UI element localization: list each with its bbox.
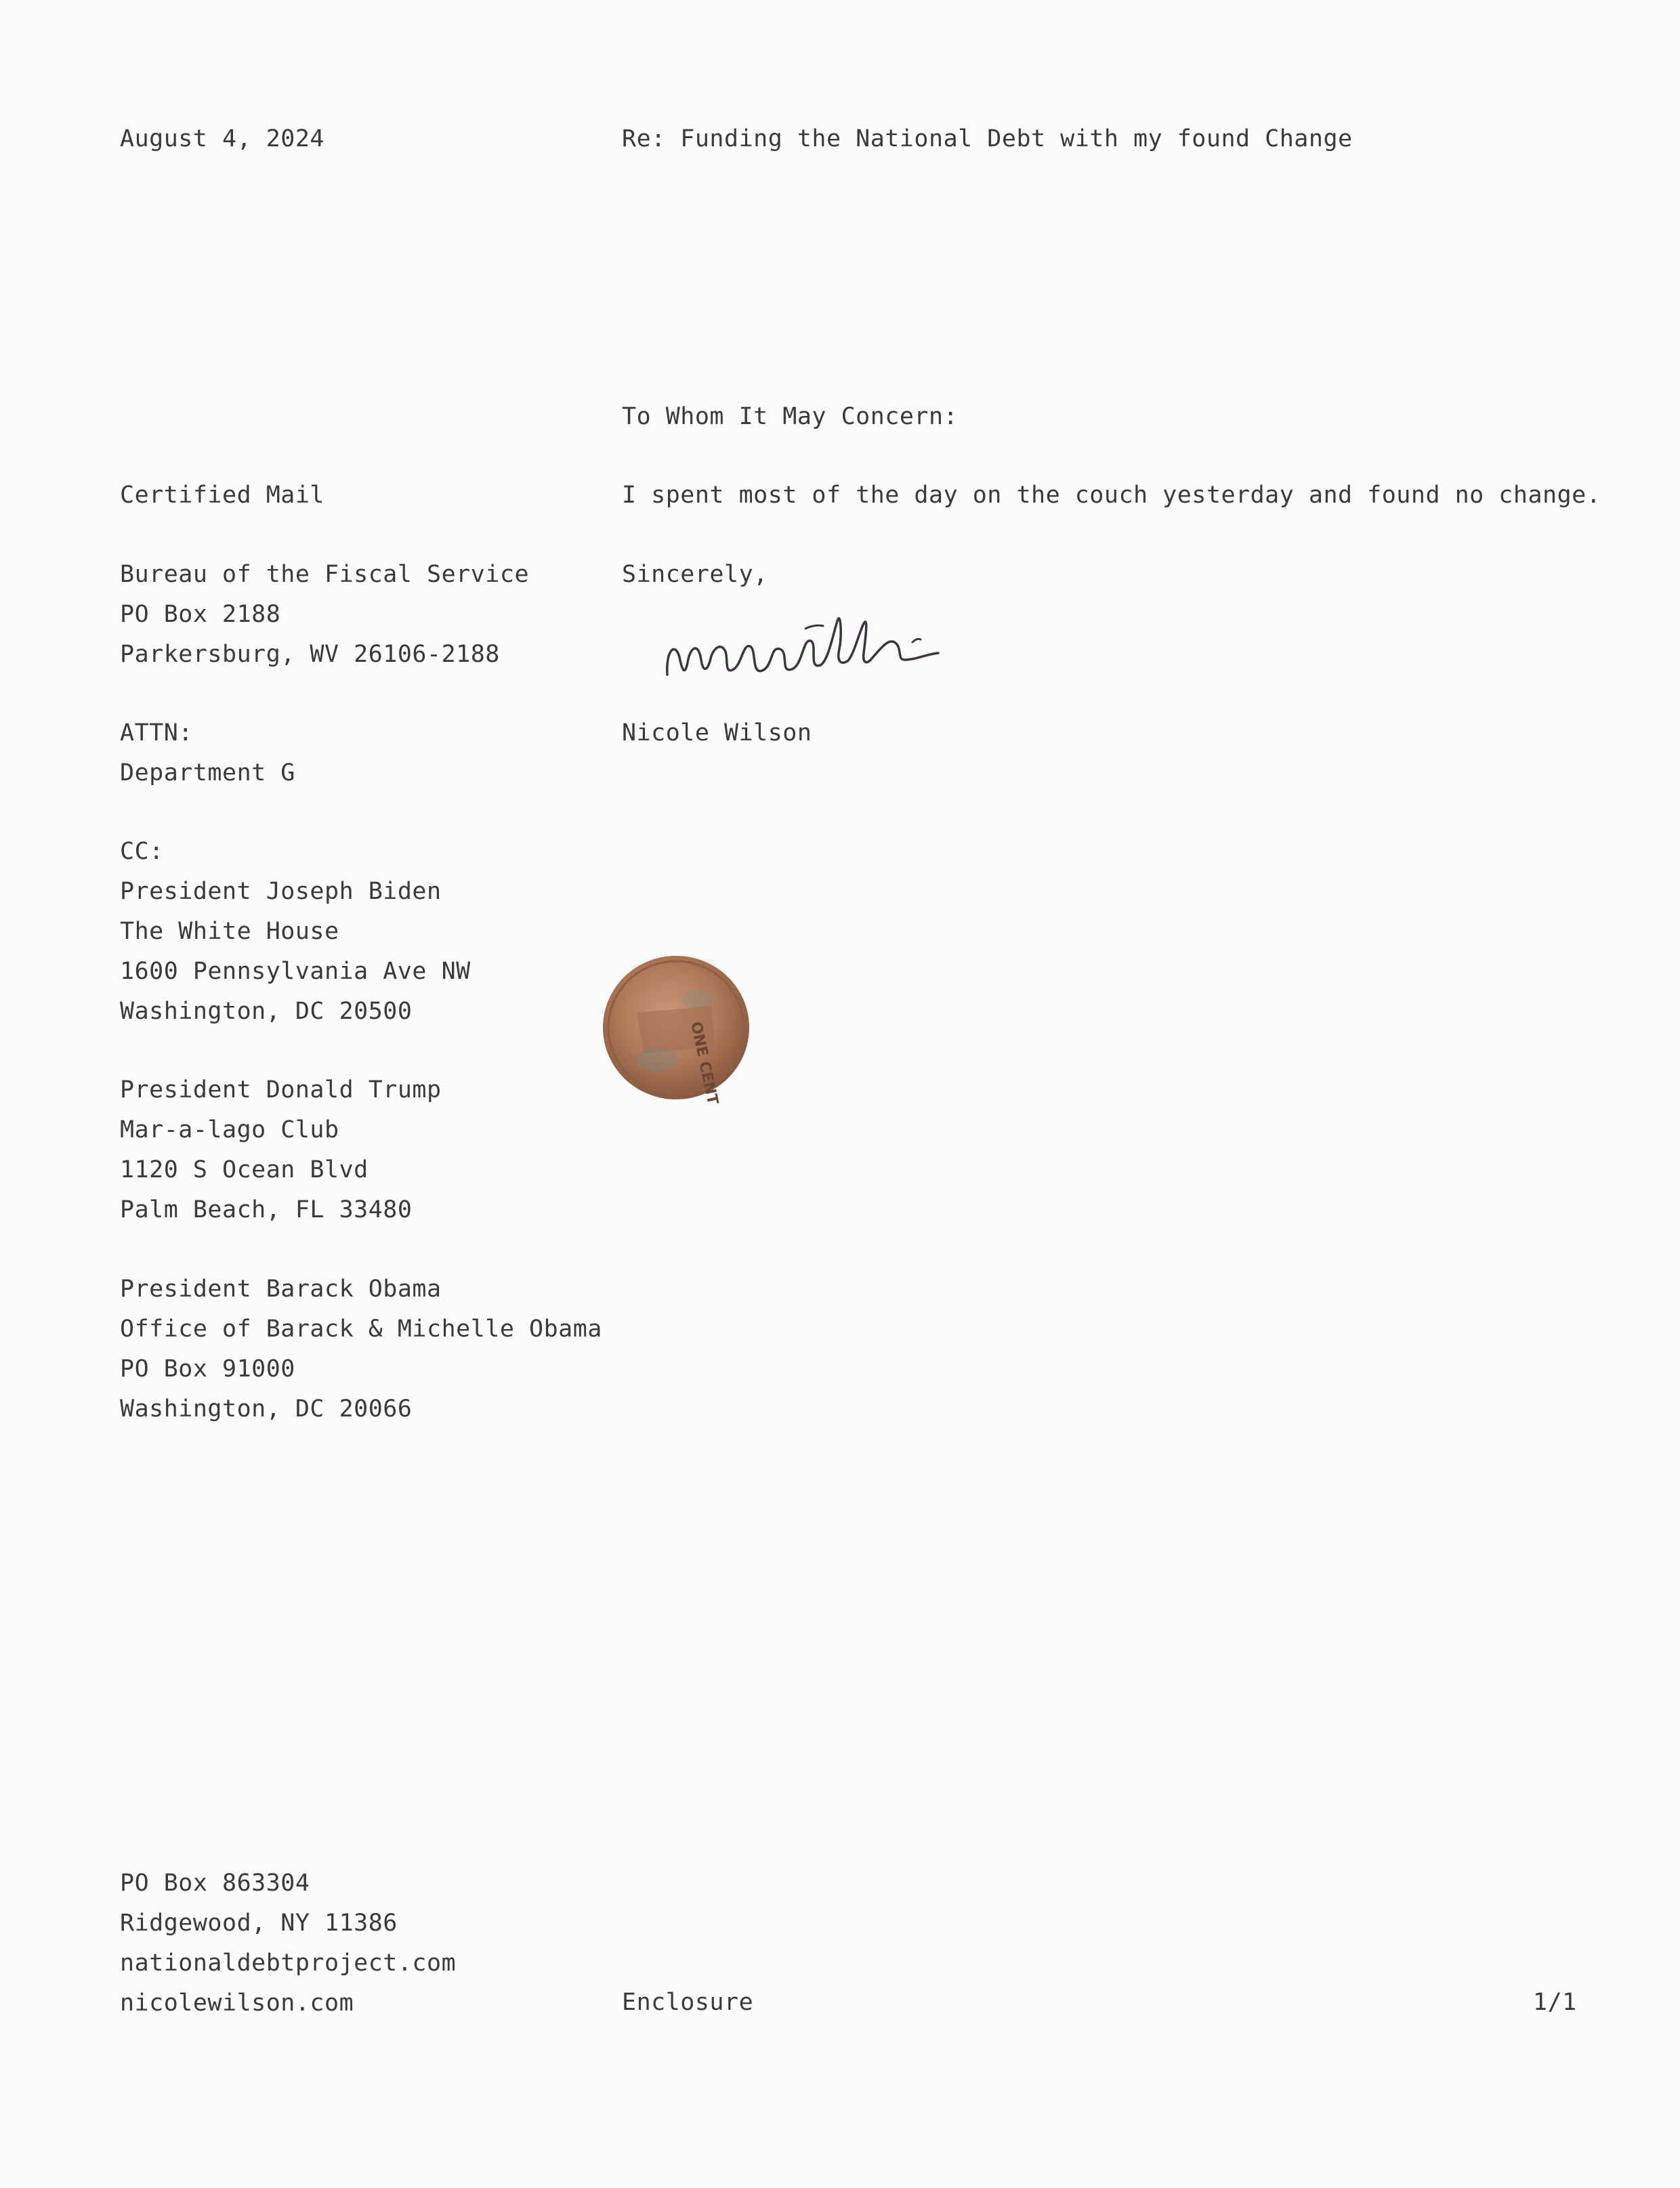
recipient-address bbox=[120, 555, 529, 675]
cc-address-obama bbox=[120, 1269, 602, 1429]
signature-name: Nicole Wilson bbox=[622, 719, 812, 746]
cc-address-line: Washington, DC 20066 bbox=[120, 1395, 413, 1423]
letter-body: I spent most of the day on the couch yesterday and found no change. bbox=[622, 482, 1601, 509]
closing: Sincerely, bbox=[622, 561, 768, 588]
cc-block bbox=[120, 832, 471, 1032]
sender-line: nationaldebtproject.com bbox=[120, 1950, 457, 1977]
page-number: 1/1 bbox=[1533, 1989, 1577, 2016]
cc-address-line: The White House bbox=[120, 918, 339, 945]
cc-address-line: 1120 S Ocean Blvd bbox=[120, 1156, 369, 1183]
cc-address-line: Mar-a-lago Club bbox=[120, 1116, 339, 1143]
penny-coin bbox=[589, 945, 765, 1108]
cc-address-trump bbox=[120, 1070, 442, 1230]
cc-address-line: President Barack Obama bbox=[120, 1276, 442, 1303]
attention-value: Department G bbox=[120, 759, 295, 786]
cc-label: CC: bbox=[120, 838, 164, 865]
sender-line: PO Box 863304 bbox=[120, 1870, 310, 1897]
cc-address-line: Washington, DC 20500 bbox=[120, 998, 413, 1025]
sender-address bbox=[120, 1864, 456, 2023]
cc-address-line: Office of Barack & Michelle Obama bbox=[120, 1316, 602, 1343]
enclosure-label: Enclosure bbox=[622, 1989, 754, 2016]
attention-label: ATTN: bbox=[120, 719, 193, 746]
letter-subject: Re: Funding the National Debt with my found Change bbox=[622, 125, 1353, 152]
cc-address-line: 1600 Pennsylvania Ave NW bbox=[120, 958, 471, 985]
cc-address-line: Palm Beach, FL 33480 bbox=[120, 1196, 413, 1223]
sender-line: Ridgewood, NY 11386 bbox=[120, 1910, 398, 1937]
coin-text: ONE CENT bbox=[687, 1020, 721, 1106]
mail-method: Certified Mail bbox=[120, 482, 325, 509]
address-line: Parkersburg, WV 26106-2188 bbox=[120, 641, 500, 668]
cc-address-line: President Joseph Biden bbox=[120, 878, 442, 905]
attention-block bbox=[120, 713, 295, 793]
letter-date: August 4, 2024 bbox=[120, 125, 325, 152]
address-line: Bureau of the Fiscal Service bbox=[120, 561, 530, 588]
cc-address-line: PO Box 91000 bbox=[120, 1355, 295, 1383]
cc-address-line: President Donald Trump bbox=[120, 1076, 442, 1103]
signature-image bbox=[660, 595, 1030, 690]
address-line: PO Box 2188 bbox=[120, 601, 281, 628]
sender-line: nicolewilson.com bbox=[120, 1990, 354, 2017]
salutation: To Whom It May Concern: bbox=[622, 403, 959, 430]
